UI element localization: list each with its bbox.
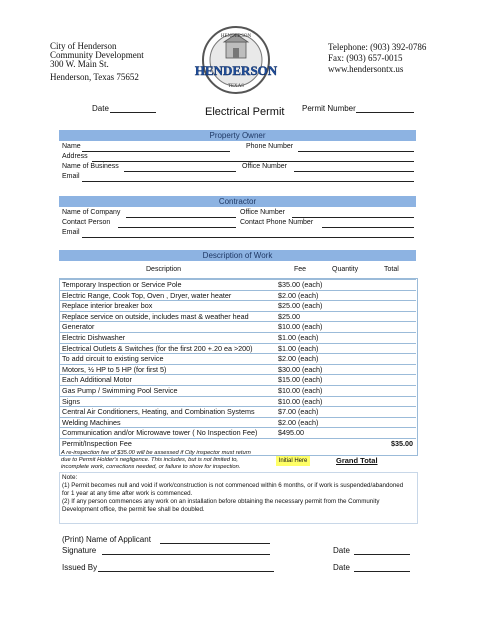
- row-fee: $30.00 (each): [278, 364, 323, 374]
- note-1a: (1) Permit becomes null and void if work/construction is not commenced within 6 months, or if work is suspended/abandoned: [62, 482, 404, 489]
- date-field-1[interactable]: [354, 554, 410, 555]
- row-description: Signs: [62, 396, 80, 406]
- row-description: Each Additional Motor: [62, 375, 132, 385]
- date-label: Date: [92, 104, 109, 113]
- row-fee: $10.00 (each): [278, 386, 323, 395]
- fax: Fax: (903) 657-0015: [328, 53, 403, 63]
- department-name: Community Development: [50, 50, 144, 60]
- owner-office-label: Office Number: [242, 163, 287, 170]
- row-description: Motors, ½ HP to 5 HP (for first 5): [62, 364, 167, 374]
- row-fee: $10.00 (each): [278, 322, 323, 332]
- signature-field[interactable]: [102, 554, 270, 555]
- reinspection-note-1: A re-inspection fee of $35.00 will be assessed if City inspector must return: [61, 450, 251, 456]
- owner-email-field[interactable]: [82, 181, 414, 182]
- row-fee: $15.00 (each): [278, 375, 323, 385]
- row-fee: $7.00 (each): [278, 407, 319, 417]
- permit-total-value: $35.00: [391, 439, 413, 448]
- owner-office-field[interactable]: [294, 171, 414, 172]
- website: www.hendersontx.us: [328, 64, 404, 74]
- row-description: Replace interior breaker box: [62, 301, 153, 311]
- note-1b: for 1 year at any time after work is commenced.: [62, 490, 193, 497]
- contractor-email-field[interactable]: [82, 237, 414, 238]
- reinspection-note-3: incomplete work, corrections needed, or failure to show for inspection.: [61, 464, 241, 470]
- row-description: Permit/Inspection Fee: [62, 439, 132, 448]
- owner-phone-label: Phone Number: [246, 143, 294, 150]
- col-description: Description: [146, 266, 182, 273]
- row-description: To add circuit to existing service: [62, 354, 164, 364]
- row-description: Temporary Inspection or Service Pole: [62, 280, 182, 289]
- initial-here-field[interactable]: Initial Here: [276, 456, 310, 466]
- svg-text:TEXAS: TEXAS: [227, 84, 245, 89]
- business-name-field[interactable]: [124, 171, 236, 172]
- city-seal-logo: [194, 24, 278, 96]
- property-owner-heading: Property Owner: [59, 130, 416, 141]
- note-label: Note:: [62, 474, 78, 481]
- row-fee: $2.00 (each): [278, 354, 319, 364]
- row-description: Replace service on outside, includes mast & weather head: [62, 311, 249, 321]
- row-description: Electrical Outlets & Switches (for the first 200 +.20 ea >200): [62, 343, 253, 353]
- row-fee: $2.00 (each): [278, 290, 319, 300]
- issued-by-field[interactable]: [98, 571, 274, 572]
- row-description: Communication and/or Microwave tower ( No Inspection Fee): [62, 428, 258, 438]
- contractor-office-label: Office Number: [240, 209, 285, 216]
- print-name-label: (Print) Name of Applicant: [62, 535, 151, 544]
- note-2a: (2) If any person commences any work on an installation before obtaining the necessary permit from the Community: [62, 498, 380, 505]
- contact-person-label: Contact Person: [62, 219, 111, 226]
- table-row-permit-fee[interactable]: [60, 438, 416, 450]
- contact-phone-field[interactable]: [322, 227, 414, 228]
- work-heading: Description of Work: [59, 250, 416, 261]
- telephone: Telephone: (903) 392-0786: [328, 42, 427, 52]
- row-fee: $2.00 (each): [278, 417, 319, 427]
- row-description: Welding Machines: [62, 417, 121, 427]
- street-address: 300 W. Main St.: [50, 59, 109, 69]
- row-fee: $35.00 (each): [278, 280, 323, 289]
- company-name-label: Name of Company: [62, 209, 121, 216]
- owner-name-label: Name: [62, 143, 81, 150]
- svg-text:HENDERSON: HENDERSON: [194, 63, 278, 78]
- owner-address-label: Address: [62, 153, 88, 160]
- reinspection-note-2: due to Permit Holder's negligence. This includes, but is not limited to,: [61, 457, 239, 463]
- company-name-field[interactable]: [126, 217, 236, 218]
- city-state-zip: Henderson, Texas 75652: [50, 72, 139, 82]
- form-title: Electrical Permit: [205, 106, 285, 118]
- issued-by-label: Issued By: [62, 563, 98, 572]
- contact-phone-label: Contact Phone Number: [240, 219, 314, 226]
- col-quantity: Quantity: [332, 266, 359, 273]
- permit-number-field[interactable]: [356, 112, 414, 113]
- date-field-2[interactable]: [354, 571, 410, 572]
- note-2b: Development office, the permit fee shall be doubled.: [62, 506, 205, 513]
- row-description: Electric Dishwasher: [62, 333, 126, 342]
- permit-number-label: Permit Number: [302, 104, 356, 113]
- row-fee: $495.00: [278, 428, 304, 438]
- row-fee: $25.00: [278, 311, 300, 321]
- row-description: Generator: [62, 322, 95, 332]
- col-fee: Fee: [294, 266, 307, 273]
- owner-phone-field[interactable]: [298, 151, 414, 152]
- owner-email-label: Email: [62, 173, 80, 180]
- row-description: Electric Range, Cook Top, Oven , Dryer, water heater: [62, 290, 232, 300]
- city-name: City of Henderson: [50, 41, 117, 51]
- contractor-heading: Contractor: [59, 196, 416, 207]
- svg-text:HENDERSON: HENDERSON: [220, 34, 252, 39]
- print-name-field[interactable]: [160, 543, 270, 544]
- row-fee: $1.00 (each): [278, 333, 319, 342]
- grand-total-label: Grand Total: [336, 456, 378, 465]
- row-fee: $25.00 (each): [278, 301, 323, 311]
- date-field[interactable]: [110, 112, 156, 113]
- contact-person-field[interactable]: [118, 227, 236, 228]
- col-total: Total: [384, 266, 399, 273]
- owner-address-field[interactable]: [92, 161, 414, 162]
- date-label-2: Date: [333, 563, 350, 572]
- row-description: Gas Pump / Swimming Pool Service: [62, 386, 178, 395]
- date-label-1: Date: [333, 546, 350, 555]
- contractor-email-label: Email: [62, 229, 80, 236]
- row-description: Central Air Conditioners, Heating, and Combination Systems: [62, 407, 255, 417]
- business-name-label: Name of Business: [62, 163, 119, 170]
- signature-label: Signature: [62, 546, 97, 555]
- row-fee: $1.00 (each): [278, 343, 319, 353]
- row-fee: $10.00 (each): [278, 396, 323, 406]
- owner-name-field[interactable]: [82, 151, 230, 152]
- contractor-office-field[interactable]: [292, 217, 414, 218]
